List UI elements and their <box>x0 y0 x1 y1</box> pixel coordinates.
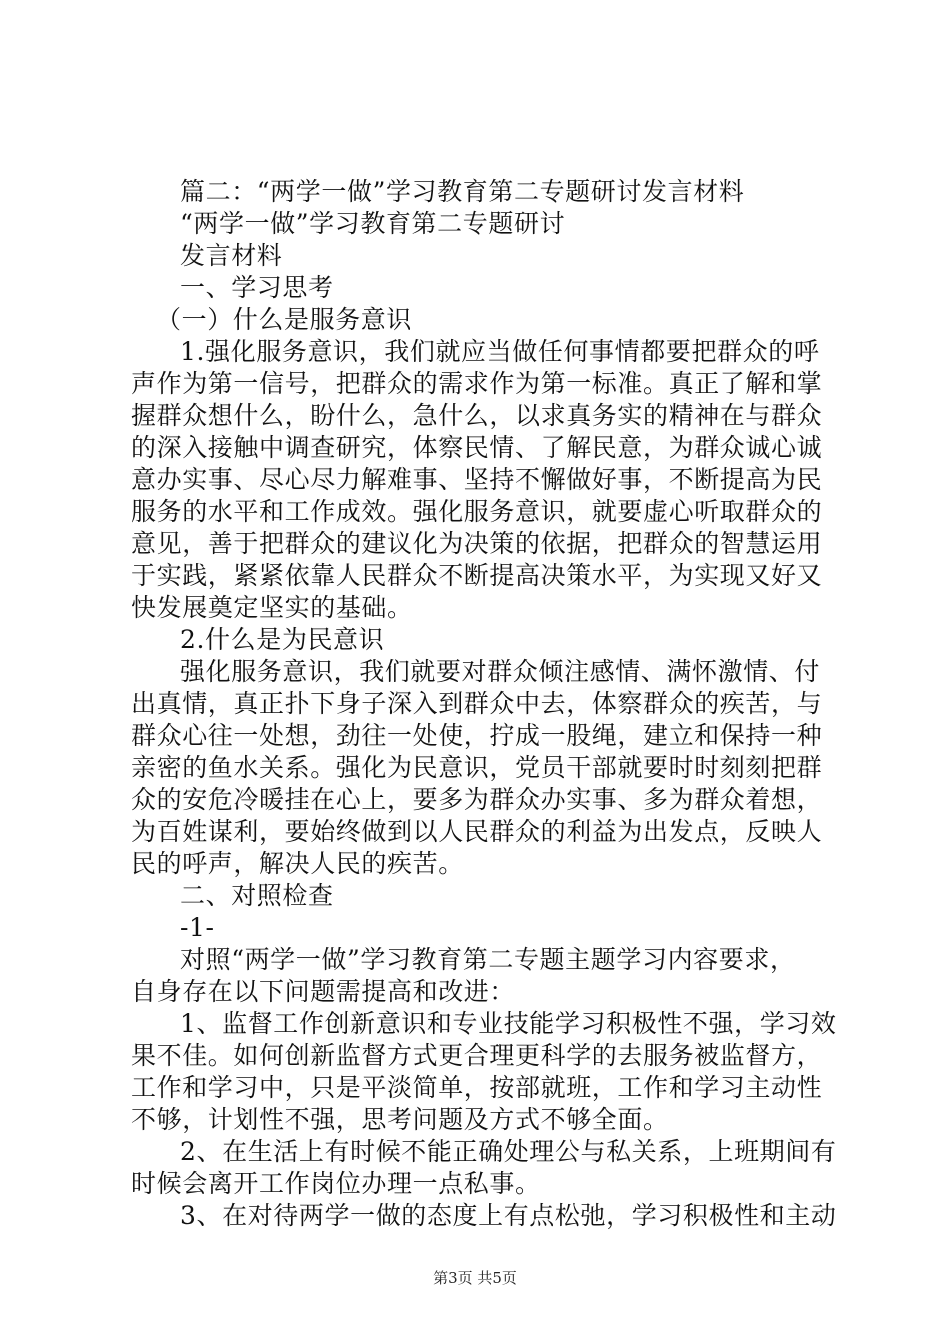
item-1-line: 1、监督工作创新意识和专业技能学习积极性不强，学习效 <box>180 1009 837 1038</box>
paragraph-3-line: 自身存在以下问题需提高和改进： <box>131 977 516 1006</box>
paragraph-2-line: 众的安危冷暖挂在心上，要多为群众办实事、多为群众着想， <box>131 785 823 814</box>
subsection-heading-2: 2.什么是为民意识 <box>180 625 385 654</box>
paragraph-3-line: 对照“两学一做”学习教育第二专题主题学习内容要求， <box>180 945 796 974</box>
document-title: 篇二：“两学一做”学习教育第二专题研讨发言材料 <box>180 177 745 206</box>
paragraph-1-line: 服务的水平和工作成效。强化服务意识，就要虚心听取群众的 <box>131 497 823 526</box>
item-2-line: 2、在生活上有时候不能正确处理公与私关系，上班期间有 <box>180 1137 837 1166</box>
paragraph-2-line: 民的呼声，解决人民的疾苦。 <box>131 849 464 878</box>
paragraph-1-line: 于实践，紧紧依靠人民群众不断提高决策水平，为实现又好又 <box>131 561 823 590</box>
page-footer: 第3页 共5页 <box>433 1269 517 1287</box>
page-marker: -1- <box>180 913 215 942</box>
paragraph-2-line: 为百姓谋利，要始终做到以人民群众的利益为出发点，反映人 <box>131 817 823 846</box>
paragraph-1-line: 1.强化服务意识，我们就应当做任何事情都要把群众的呼 <box>180 337 820 366</box>
section-heading-2: 二、对照检查 <box>180 881 334 910</box>
item-3-line: 3、在对待两学一做的态度上有点松弛，学习积极性和主动 <box>180 1201 837 1230</box>
item-1-line: 工作和学习中，只是平淡简单，按部就班，工作和学习主动性 <box>131 1073 823 1102</box>
section-heading-1: 一、学习思考 <box>180 273 334 302</box>
paragraph-2-line: 群众心往一处想，劲往一处使，拧成一股绳，建立和保持一种 <box>131 721 823 750</box>
subsection-heading-1: （一）什么是服务意识 <box>156 305 413 334</box>
paragraph-1-line: 快发展奠定坚实的基础。 <box>131 593 413 622</box>
paragraph-1-line: 意见，善于把群众的建议化为决策的依据，把群众的智慧运用 <box>131 529 823 558</box>
paragraph-1-line: 声作为第一信号，把群众的需求作为第一标准。真正了解和掌 <box>131 369 823 398</box>
subtitle-line-2: 发言材料 <box>180 241 283 270</box>
paragraph-1-line: 握群众想什么，盼什么，急什么，以求真务实的精神在与群众 <box>131 401 823 430</box>
paragraph-1-line: 的深入接触中调查研究，体察民情、了解民意，为群众诚心诚 <box>131 433 823 462</box>
paragraph-2-line: 亲密的鱼水关系。强化为民意识，党员干部就要时时刻刻把群 <box>131 753 823 782</box>
paragraph-1-line: 意办实事、尽心尽力解难事、坚持不懈做好事，不断提高为民 <box>131 465 823 494</box>
subtitle-line-1: “两学一做”学习教育第二专题研讨 <box>180 209 566 238</box>
paragraph-2-line: 强化服务意识，我们就要对群众倾注感情、满怀激情、付 <box>180 657 821 686</box>
item-1-line: 果不佳。如何创新监督方式更合理更科学的去服务被监督方， <box>131 1041 823 1070</box>
item-1-line: 不够，计划性不强，思考问题及方式不够全面。 <box>131 1105 669 1134</box>
item-2-line: 时候会离开工作岗位办理一点私事。 <box>131 1169 541 1198</box>
paragraph-2-line: 出真情，真正扑下身子深入到群众中去，体察群众的疾苦，与 <box>131 689 823 718</box>
